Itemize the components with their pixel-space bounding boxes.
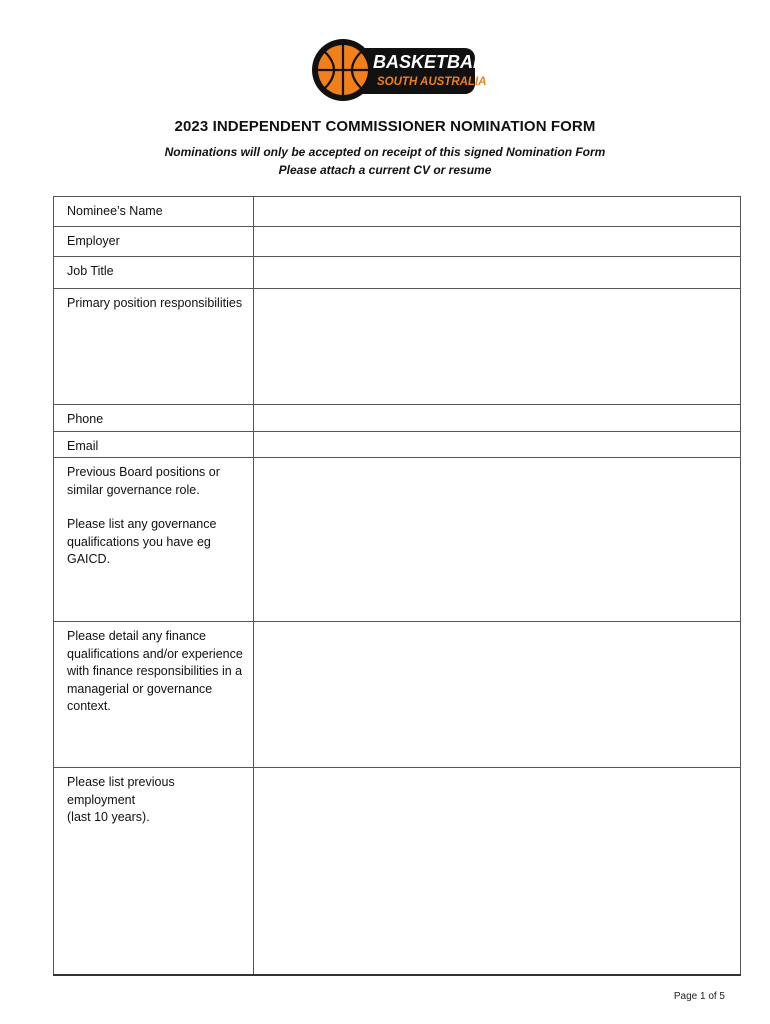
logo-line2: SOUTH AUSTRALIA xyxy=(377,76,487,88)
form-row-finance xyxy=(54,622,741,768)
page-title: 2023 INDEPENDENT COMMISSIONER NOMINATION FORM xyxy=(174,118,596,135)
label-nominee-name: Nominee’s Name xyxy=(54,197,254,227)
label-governance xyxy=(54,458,254,622)
label-job-title: Job Title xyxy=(54,257,254,289)
label-email: Email xyxy=(54,432,254,458)
field-governance[interactable] xyxy=(254,458,741,622)
logo-line1: BASKETBALL xyxy=(373,52,495,72)
label-finance: Please detail any finance qualifications and/or experience with finance responsibilities in a managerial or governance context. xyxy=(54,622,254,768)
field-email[interactable] xyxy=(254,432,741,458)
field-finance[interactable] xyxy=(254,622,741,768)
field-responsibilities[interactable] xyxy=(254,289,741,405)
label-phone: Phone xyxy=(54,405,254,432)
basketball-sa-logo xyxy=(311,38,495,102)
form-row-employer xyxy=(54,227,741,257)
form-row-phone xyxy=(54,405,741,432)
field-job-title[interactable] xyxy=(254,257,741,289)
page-number: Page 1 of 5 xyxy=(673,991,725,1002)
field-nominee-name[interactable] xyxy=(254,197,741,227)
form-row-responsibilities xyxy=(54,289,741,405)
label-employer: Employer xyxy=(54,227,254,257)
form-row-governance xyxy=(54,458,741,622)
form-row-email xyxy=(54,432,741,458)
field-employment[interactable] xyxy=(254,768,741,975)
form-row-job-title xyxy=(54,257,741,289)
subtitle-1: Nominations will only be accepted on receipt of this signed Nomination Form xyxy=(164,145,606,159)
field-employer[interactable] xyxy=(254,227,741,257)
field-phone[interactable] xyxy=(254,405,741,432)
label-employment: Please list previous employment (last 10 years). xyxy=(54,768,254,975)
label-responsibilities: Primary position responsibilities xyxy=(54,289,254,405)
label-governance-qualifications: Please list any governance qualifications you have eg GAICD. xyxy=(67,517,217,566)
subtitle-2: Please attach a current CV or resume xyxy=(278,163,492,177)
form-row-employment xyxy=(54,768,741,975)
form-row-name xyxy=(54,197,741,227)
nomination-form-table xyxy=(53,196,741,976)
label-governance-roles: Previous Board positions or similar governance role. xyxy=(67,465,220,497)
